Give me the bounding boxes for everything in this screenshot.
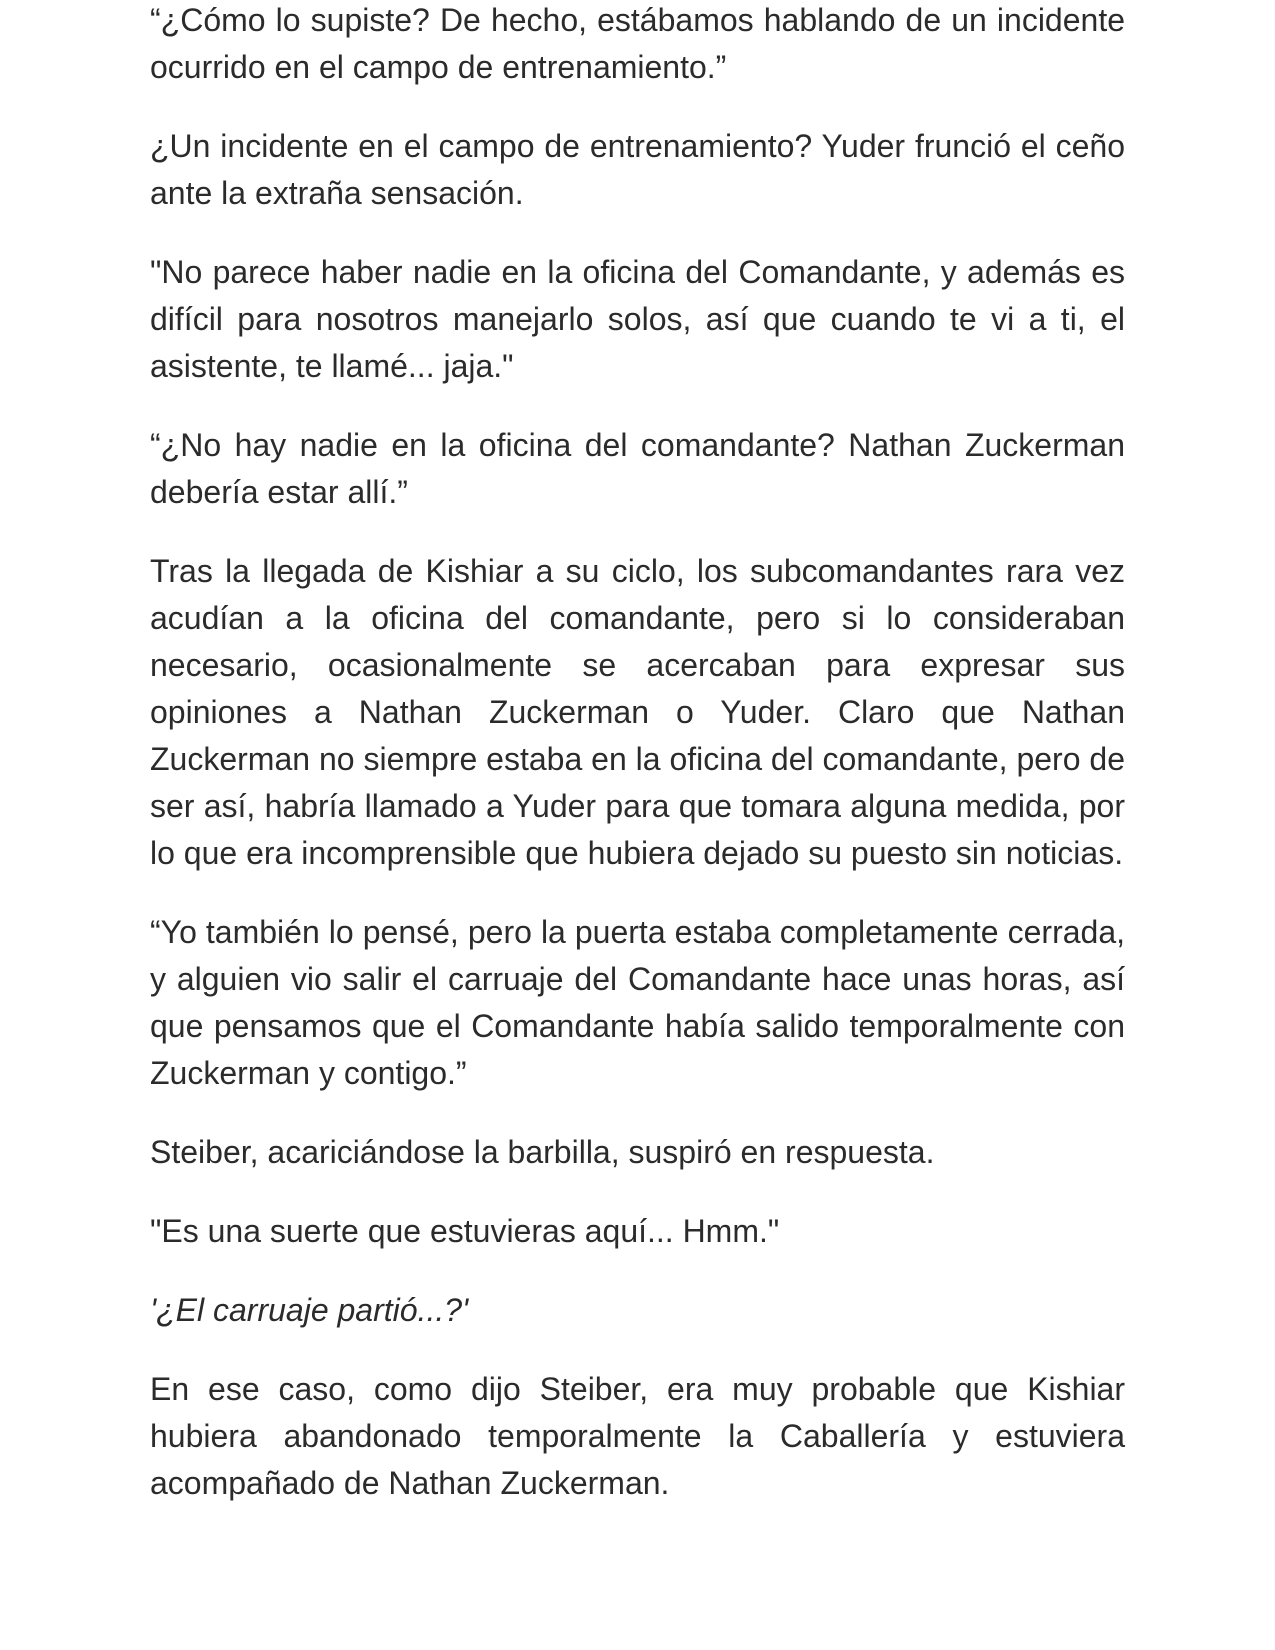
paragraph: "Es una suerte que estuvieras aquí... Hmm." xyxy=(150,1213,780,1249)
paragraph: "No parece haber nadie en la oficina del Comandante, y además es difícil para nosotros manejarlo solos, así que cuando te vi a ti, el asistente, te llamé... jaja." xyxy=(150,254,1125,384)
paragraph: En ese caso, como dijo Steiber, era muy probable que Kishiar hubiera abandonado temporalmente la Caballería y estuviera acompañado de Nathan Zuckerman. xyxy=(150,1371,1125,1501)
paragraph: “¿No hay nadie en la oficina del comandante? Nathan Zuckerman debería estar allí.” xyxy=(150,427,1125,510)
paragraph: ¿Un incidente en el campo de entrenamiento? Yuder frunció el ceño ante la extraña sensación. xyxy=(150,128,1125,211)
document-page xyxy=(150,0,1125,1539)
italic-thought-paragraph: '¿El carruaje partió...?' xyxy=(150,1292,469,1328)
paragraph: “Yo también lo pensé, pero la puerta estaba completamente cerrada, y alguien vio salir el carruaje del Comandante hace unas horas, así que pensamos que el Comandante había salido temporalmente con Zuckerman y contigo.” xyxy=(150,914,1125,1091)
paragraph: Steiber, acariciándose la barbilla, suspiró en respuesta. xyxy=(150,1134,935,1170)
paragraph: “¿Cómo lo supiste? De hecho, estábamos hablando de un incidente ocurrido en el campo de entrenamiento.” xyxy=(150,2,1125,85)
paragraph: Tras la llegada de Kishiar a su ciclo, los subcomandantes rara vez acudían a la oficina del comandante, pero si lo consideraban necesario, ocasionalmente se acercaban para expresar sus opiniones a Nathan Zuckerman o Yuder. Claro que Nathan Zuckerman no siempre estaba en la oficina del comandante, pero de ser así, habría llamado a Yuder para que tomara alguna medida, por lo que era incomprensible que hubiera dejado su puesto sin noticias. xyxy=(150,553,1125,871)
